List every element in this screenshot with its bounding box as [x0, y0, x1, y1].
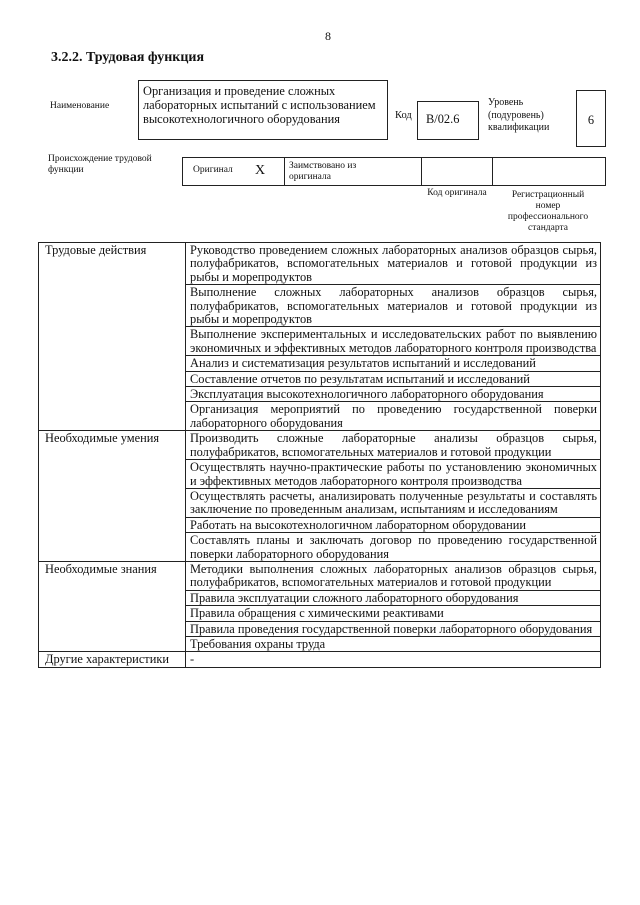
borrowed-label: Заимствовано из оригинала [289, 161, 357, 182]
page-number: 8 [325, 29, 331, 43]
table-row [39, 652, 601, 667]
category-cell: Другие характеристики [39, 652, 186, 667]
level-value: 6 [587, 113, 595, 127]
table-cell: Правила эксплуатации сложного лабораторного оборудования [186, 590, 601, 605]
table-cell: Производить сложные лабораторные анализы образцов сырья, полуфабрикатов, вспомогательных материалов и готовой продукции [186, 431, 601, 460]
category-cell: Необходимые умения [39, 431, 186, 562]
table-cell: Методики выполнения сложных лабораторных анализов образцов сырья, полуфабрикатов, вспомогательных материалов и готовой продукции [186, 561, 601, 590]
name-value-box [138, 80, 388, 140]
code-value: B/02.6 [426, 112, 460, 126]
table-cell: Эксплуатация высокотехнологичного лабораторного оборудования [186, 387, 601, 402]
table-cell: Анализ и систематизация результатов испытаний и исследований [186, 356, 601, 371]
table-cell: Требования охраны труда [186, 636, 601, 651]
table-cell: Правила проведения государственной поверки лабораторного оборудования [186, 621, 601, 636]
section-title: 3.2.2. Трудовая функция [51, 50, 205, 65]
table-cell: Составлять планы и заключать договор по проведению государственной поверки лабораторного оборудования [186, 533, 601, 562]
code-original-label: Код оригинала [427, 188, 487, 198]
table-row [39, 431, 601, 460]
divider [284, 157, 285, 186]
table-cell: Организация мероприятий по проведению государственной поверки лабораторного оборудования [186, 402, 601, 431]
level-label: Уровень (подуровень) квалификации [488, 97, 550, 133]
code-label: Код [395, 110, 412, 121]
divider [421, 157, 422, 186]
name-value: Организация и проведение сложных лабораторных испытаний с использованием высокотехнологичного оборудования [143, 84, 376, 126]
name-label: Наименование [50, 101, 110, 111]
table-cell: Осуществлять научно-практические работы по установлению экономичных и эффективных методов лабораторного контроля производства [186, 460, 601, 489]
labor-function-table [38, 242, 601, 668]
divider [492, 157, 493, 186]
original-label: Оригинал [193, 165, 233, 175]
level-value-box [576, 90, 606, 147]
category-cell: Трудовые действия [39, 243, 186, 431]
origin-label: Происхождение трудовой функции [48, 154, 152, 175]
table-cell: Выполнение сложных лабораторных анализов образцов сырья, полуфабрикатов, вспомогательных материалов и готовой продукции из рыбы и морепродуктов [186, 285, 601, 327]
table-cell: - [186, 652, 601, 667]
code-value-box [417, 101, 479, 140]
table-cell: Составление отчетов по результатам испытаний и исследований [186, 371, 601, 386]
reg-number-label: Регистрационный номер профессионального стандарта [507, 190, 589, 233]
table-cell: Выполнение экспериментальных и исследовательских работ по выявлению экономичных и эффективных методов лабораторного контроля производства [186, 327, 601, 356]
category-cell: Необходимые знания [39, 561, 186, 651]
origin-table [182, 157, 606, 186]
table-cell: Работать на высокотехнологичном лабораторном оборудовании [186, 517, 601, 532]
table-cell: Правила обращения с химическими реактивами [186, 606, 601, 621]
table-row [39, 561, 601, 590]
original-mark: X [255, 163, 266, 178]
table-cell: Осуществлять расчеты, анализировать полученные результаты и составлять заключение по проведенным анализам, испытаниям и исследованиям [186, 488, 601, 517]
table-cell: Руководство проведением сложных лабораторных анализов образцов сырья, полуфабрикатов, вспомогательных материалов и готовой продукции из рыбы и морепродуктов [186, 243, 601, 285]
table-row [39, 243, 601, 285]
